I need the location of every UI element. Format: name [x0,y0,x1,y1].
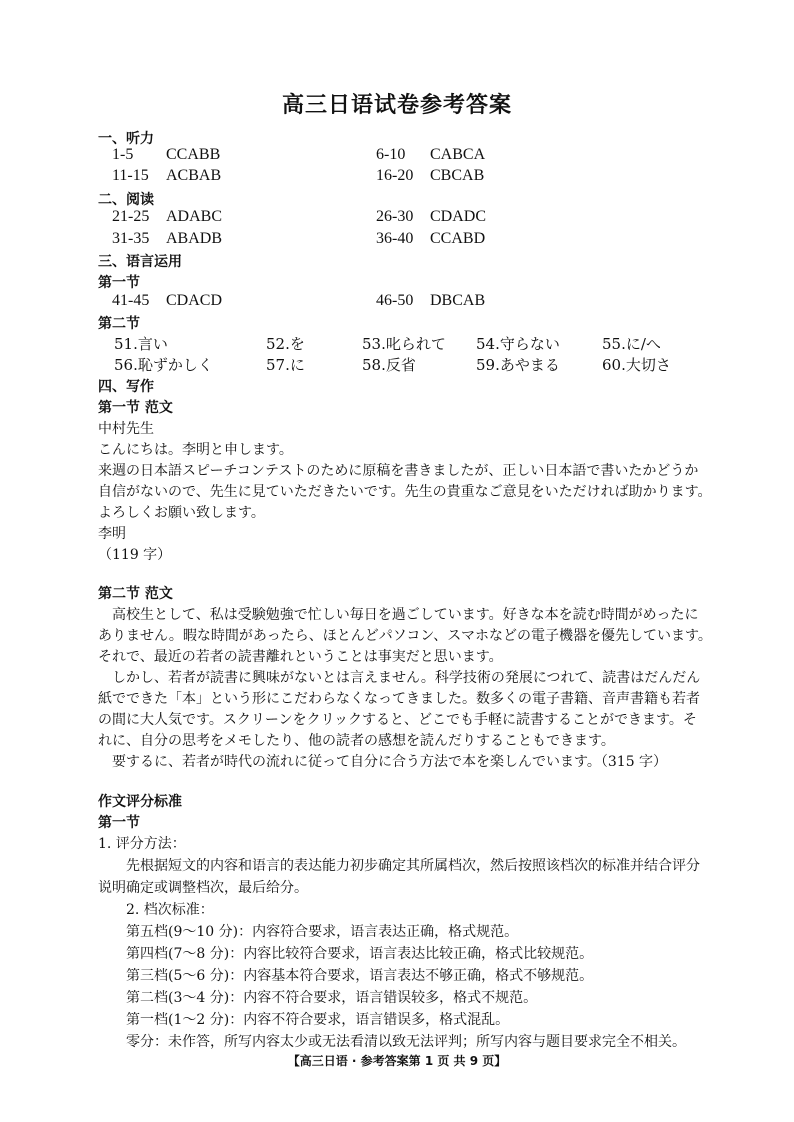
section-part2-heading: 第二节 [98,316,140,332]
answer-letters: CABCA [430,146,486,163]
answer-letters: ADABC [166,208,223,225]
answer-reading-1 [112,208,222,226]
section-listening-heading: 一、听力 [98,131,154,147]
criteria-level: 零分：未作答，所写内容太少或无法看清以致无法评判；所写内容与题目要求完全不相关。 [126,1034,686,1050]
answer-range: 26-30 [376,208,414,225]
answer-letters: DBCAB [430,292,486,309]
answer-letters: ACBAB [166,167,222,184]
answer-range: 16-20 [376,167,414,184]
criteria-level: 第五档(9～10 分)：内容符合要求，语言表达正确，格式规范。 [126,924,519,940]
section-reading-heading: 二、阅读 [98,192,154,208]
essay2-line: 要するに、若者が時代の流れに従って自分に合う方法で本を楽しんでいます。（315 字） [112,754,668,770]
writing-part2-heading: 第二节 范文 [98,586,173,602]
essay1-line: 自信がないので、先生に見ていただきたいです。先生の貴重なご意見をいただければ助かります。 [98,484,712,500]
essay2-line: の間に大人気です。スクリーンをクリックすると、どこでも手軽に読書することができます。そ [98,712,697,728]
answer-letters: CDACD [166,292,223,309]
answer-range: 6-10 [376,146,406,163]
answer-reading-3 [112,230,222,248]
answer-range: 36-40 [376,230,414,247]
page-title: 高三日语试卷参考答案 [281,93,512,118]
criteria-levels-title: 2. 档次标准： [126,902,214,918]
answer-item: 57.に [266,356,305,374]
answer-reading-4 [376,230,485,248]
criteria-level: 第三档(5～6 分)：内容基本符合要求，语言表达不够正确，格式不够规范。 [126,968,594,984]
answer-listening-3 [112,167,221,185]
essay2-line: それで、最近の若者の読書離れということは事実だと思います。 [98,649,503,665]
criteria-level: 第二档(3～4 分)：内容不符合要求，语言错误较多，格式不规范。 [126,990,538,1006]
answer-letters: CCABB [166,146,221,163]
criteria-heading: 作文评分标准 [98,794,182,810]
answer-listening-1 [112,146,220,164]
answer-item: 52.を [266,335,305,353]
answer-letters: CBCAB [430,167,485,184]
answer-item: 58.反省 [362,356,416,374]
answer-reading-2 [376,208,486,226]
section-language-heading: 三、语言运用 [98,254,182,270]
writing-part1-heading: 第一节 范文 [98,400,173,416]
answer-range: 1-5 [112,146,134,163]
answer-item: 59.あやまる [476,356,560,374]
answer-language1-2 [376,292,485,310]
answer-language1-1 [112,292,222,310]
section-writing-heading: 四、写作 [98,379,154,395]
criteria-method-line: 先根据短文的内容和语言的表达能力初步确定其所属档次，然后按照该档次的标准并结合评分 [126,858,700,874]
page-footer: 【高三日语 · 参考答案第 1 页 共 9 页】 [287,1054,507,1068]
criteria-method-title: 1. 评分方法： [98,836,186,852]
essay1-line: 李明 [98,526,126,542]
answer-item: 56.恥ずかしく [114,356,213,374]
answer-range: 31-35 [112,230,150,247]
criteria-level: 第四档(7～8 分)：内容比较符合要求，语言表达比较正确，格式比较规范。 [126,946,594,962]
essay2-line: 紙でできた「本」という形にこだわらなくなってきました。数多くの電子書籍、音声書籍も若者 [98,691,700,707]
answer-range: 11-15 [112,167,149,184]
criteria-level: 第一档(1～2 分)：内容不符合要求，语言错误多，格式混乱。 [126,1012,510,1028]
essay2-line: れに、自分の思考をメモしたり、他の読者の感想を読んだりすることもできます。 [98,733,615,749]
answer-range: 46-50 [376,292,414,309]
essay1-line: よろしくお願い致します。 [98,505,265,521]
essay1-line: 来週の日本語スピーチコンテストのために原稿を書きましたが、正しい日本語で書いたかどうか [98,463,699,479]
essay1-line: 中村先生 [98,421,154,437]
criteria-part1-heading: 第一节 [98,815,140,831]
answer-item: 51.言い [114,335,168,353]
answer-letters: ABADB [166,230,223,247]
essay1-line: こんにちは。李明と申します。 [98,442,293,458]
answer-item: 60.大切さ [602,356,671,374]
answer-item: 54.守らない [476,335,560,353]
answer-letters: CDADC [430,208,487,225]
criteria-method-line: 说明确定或调整档次，最后给分。 [98,880,308,896]
answer-range: 21-25 [112,208,150,225]
answer-listening-4 [376,167,484,185]
essay2-line: しかし、若者が読書に興味がないとは言えません。科学技術の発展につれて、読書はだんだん [112,670,701,686]
answer-item: 55.に/へ [602,335,661,353]
essay2-line: ありません。暇な時間があったら、ほとんどパソコン、スマホなどの電子機器を優先しています。 [98,628,712,644]
answer-listening-2 [376,146,485,164]
answer-item: 53.叱られて [362,335,446,353]
answer-letters: CCABD [430,230,486,247]
essay1-line: （119 字） [98,547,172,563]
section-part1-heading: 第一节 [98,275,140,291]
answer-range: 41-45 [112,292,150,309]
essay2-line: 高校生として、私は受験勉強で忙しい毎日を過ごしています。好きな本を読む時間がめったに [112,607,699,623]
